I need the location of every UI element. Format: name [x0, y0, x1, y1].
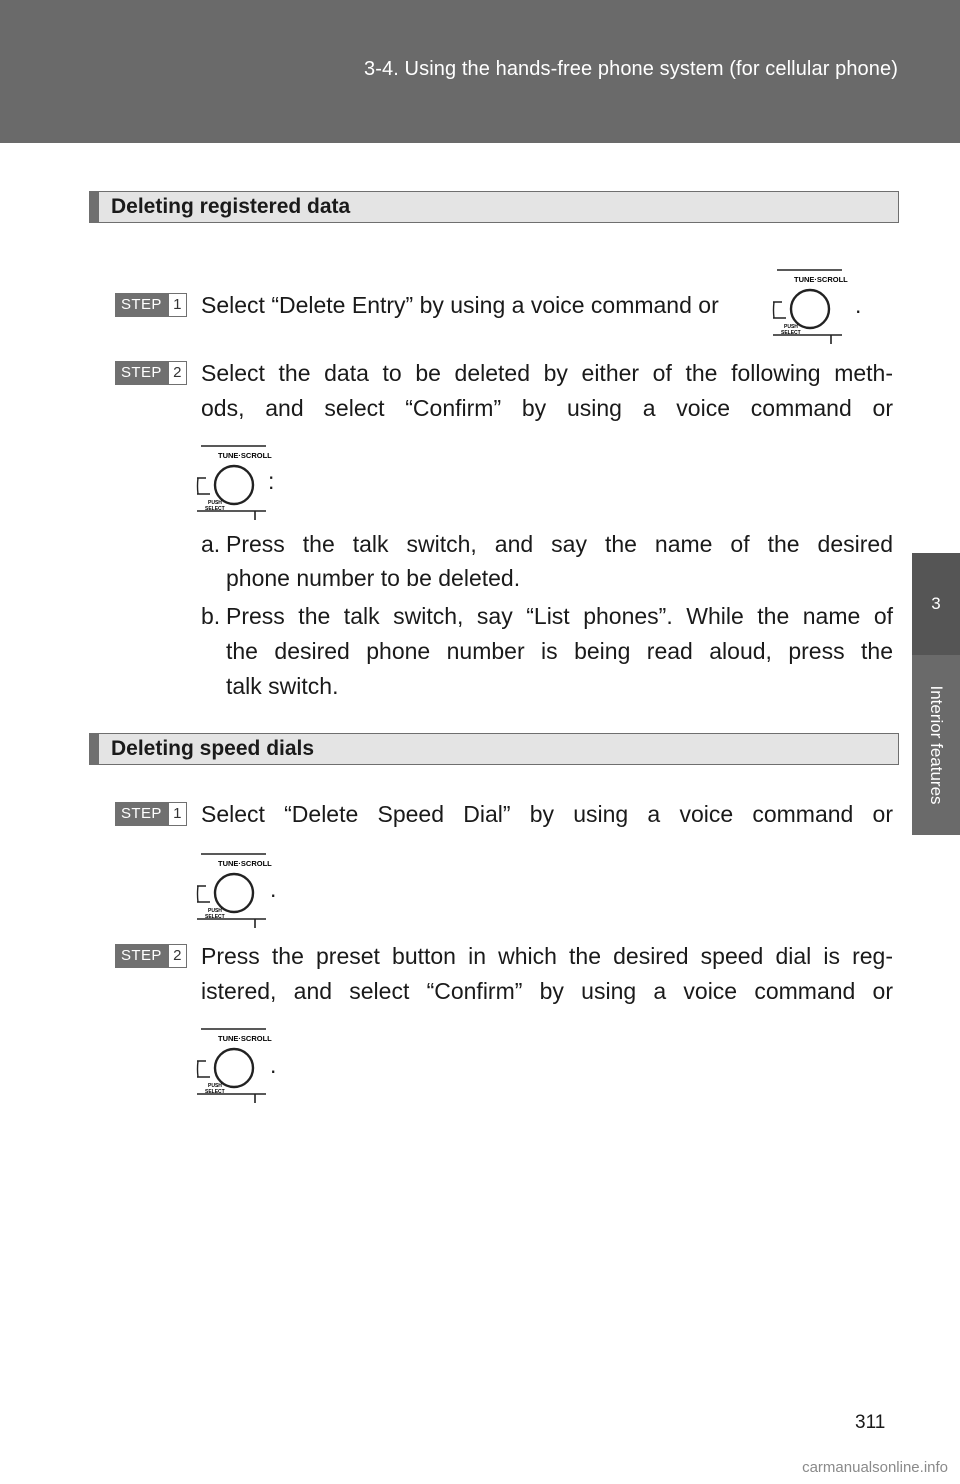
- chapter-title: 3-4. Using the hands-free phone system (for cellular phone): [364, 58, 898, 80]
- option-text: Press the talk switch, say “List phones”. While the name of: [226, 603, 893, 629]
- knob-label-select: SELECT: [205, 1089, 225, 1095]
- chapter-tab-text: Interior features: [927, 685, 946, 805]
- step-suffix: :: [268, 468, 275, 494]
- section-header-deleting-registered-data: [89, 191, 899, 223]
- watermark: carmanualsonline.info: [802, 1459, 948, 1476]
- section-header-deleting-speed-dials: [89, 733, 899, 765]
- option-text: phone number to be deleted.: [226, 565, 521, 591]
- tune-scroll-knob-icon: [196, 442, 276, 522]
- chapter-tab-number: 3: [912, 553, 960, 655]
- knob-label-tune-scroll: TUNE·SCROLL: [218, 859, 272, 868]
- step-suffix: .: [270, 876, 277, 902]
- step-text: istered, and select “Confirm” by using a voice command or: [201, 978, 893, 1004]
- step-label: STEP: [115, 944, 168, 968]
- knob-label-tune-scroll: TUNE·SCROLL: [794, 275, 848, 284]
- knob-label-select: SELECT: [205, 506, 225, 512]
- knob-label-push: PUSH: [784, 324, 798, 330]
- step-badge: [115, 293, 187, 317]
- step-text: ods, and select “Confirm” by using a voice command or: [201, 395, 893, 421]
- knob-label-push: PUSH: [208, 1083, 222, 1089]
- option-marker: a.: [201, 531, 221, 557]
- knob-label-tune-scroll: TUNE·SCROLL: [218, 451, 272, 460]
- page-header: [0, 0, 960, 143]
- tune-scroll-knob-icon: [196, 1025, 276, 1105]
- step-text: Select “Delete Speed Dial” by using a voice command or: [201, 801, 893, 827]
- knob-label-select: SELECT: [205, 914, 225, 920]
- section-title: Deleting registered data: [111, 195, 351, 218]
- page-number: 311: [855, 1412, 886, 1433]
- option-text: Press the talk switch, and say the name of the desired: [226, 531, 893, 557]
- knob-label-push: PUSH: [208, 908, 222, 914]
- knob-label-tune-scroll: TUNE·SCROLL: [218, 1034, 272, 1043]
- step-text: Select “Delete Entry” by using a voice command or: [201, 292, 719, 318]
- step-badge: [115, 361, 187, 385]
- section-title: Deleting speed dials: [111, 737, 315, 760]
- step-badge: [115, 802, 187, 826]
- step-suffix: .: [270, 1052, 277, 1078]
- tune-scroll-knob-icon: [196, 850, 276, 930]
- step-number: 2: [168, 944, 187, 968]
- step-text: Press the preset button in which the desired speed dial is reg-: [201, 943, 893, 969]
- step-label: STEP: [115, 802, 168, 826]
- option-marker: b.: [201, 603, 221, 629]
- step-text: Select the data to be deleted by either of the following meth-: [201, 360, 893, 386]
- option-text: the desired phone number is being read aloud, press the: [226, 638, 893, 664]
- step-suffix: .: [855, 292, 862, 318]
- step-badge: [115, 944, 187, 968]
- step-label: STEP: [115, 293, 168, 317]
- step-number: 1: [168, 802, 187, 826]
- knob-label-push: PUSH: [208, 500, 222, 506]
- step-number: 2: [168, 361, 187, 385]
- chapter-tab-label: [912, 655, 960, 835]
- step-label: STEP: [115, 361, 168, 385]
- option-text: talk switch.: [226, 673, 339, 699]
- step-number: 1: [168, 293, 187, 317]
- knob-label-select: SELECT: [781, 330, 801, 336]
- tune-scroll-knob-icon: [772, 266, 852, 346]
